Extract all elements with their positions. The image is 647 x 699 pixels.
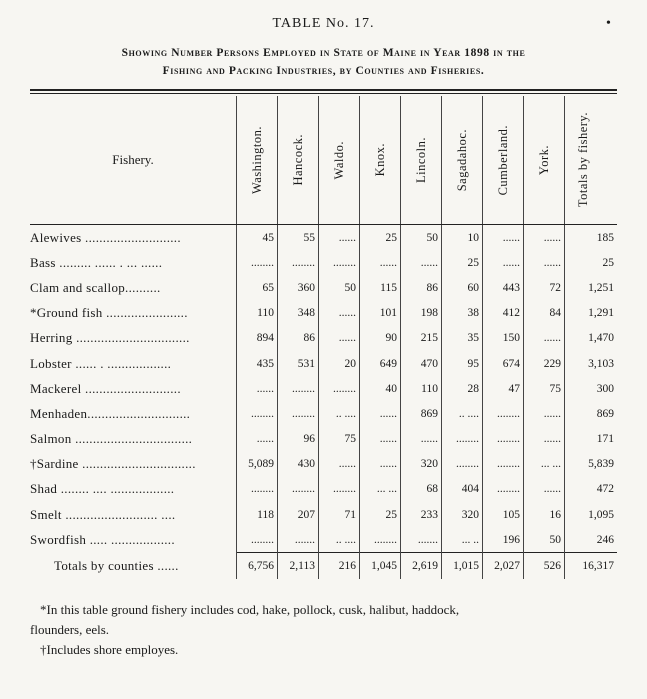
count-cell: 105 [483, 502, 524, 527]
count-cell: 16 [524, 502, 565, 527]
column-header-knox [360, 96, 401, 225]
count-cell: 674 [483, 351, 524, 376]
total-cell: 1,251 [565, 275, 618, 300]
count-cell: 50 [524, 527, 565, 553]
count-cell: ........ [319, 250, 360, 275]
count-cell: 86 [401, 275, 442, 300]
total-cell: 3,103 [565, 351, 618, 376]
count-cell: ........ [278, 250, 319, 275]
count-cell: 894 [237, 326, 278, 351]
table-title: TABLE No. 17. [272, 16, 375, 31]
count-cell: .. .... [442, 401, 483, 426]
count-cell: ...... [524, 427, 565, 452]
count-cell: ...... [401, 427, 442, 452]
count-cell: 101 [360, 301, 401, 326]
column-header-totals [565, 96, 618, 225]
count-cell: ........ [278, 376, 319, 401]
count-cell: ...... [524, 401, 565, 426]
count-cell: 110 [237, 301, 278, 326]
count-cell: 25 [360, 225, 401, 251]
count-cell: ...... [483, 225, 524, 251]
subtitle-line-2: Fishing and Packing Industries, by Counties and Fisheries. [162, 65, 485, 77]
footnote-sardine: †Includes shore employes. [40, 642, 179, 657]
column-header-washington [237, 96, 278, 225]
total-cell: 869 [565, 401, 618, 426]
count-cell: ....... [401, 527, 442, 553]
table-row [30, 250, 617, 275]
fishery-name: Shad ........ .... .................. [30, 481, 175, 497]
count-cell: ........ [319, 376, 360, 401]
count-cell: 320 [442, 502, 483, 527]
table-row [30, 527, 617, 553]
count-cell: ........ [483, 427, 524, 452]
table-body [30, 225, 617, 580]
table-row [30, 477, 617, 502]
count-cell: 40 [360, 376, 401, 401]
county-label: Sagadahoc. [454, 128, 469, 192]
count-cell: ........ [237, 477, 278, 502]
totals-label: Totals by counties ...... [54, 558, 179, 574]
count-cell: ........ [237, 527, 278, 553]
count-cell: 5,089 [237, 452, 278, 477]
county-label: Hancock. [290, 134, 305, 186]
count-cell: 215 [401, 326, 442, 351]
fishery-name: Mackerel ........................... [30, 380, 181, 396]
count-cell: 348 [278, 301, 319, 326]
fishery-name: Herring ................................ [30, 330, 190, 346]
count-cell: 2,113 [278, 553, 319, 580]
count-cell: 95 [442, 351, 483, 376]
count-cell: 65 [237, 275, 278, 300]
count-cell: ...... [319, 225, 360, 251]
count-cell: 25 [360, 502, 401, 527]
subtitle-line-1: Showing Number Persons Employed in State of Maine in Year 1898 in the [121, 47, 526, 59]
count-cell: 404 [442, 477, 483, 502]
count-cell: 35 [442, 326, 483, 351]
total-cell: 1,291 [565, 301, 618, 326]
count-cell: ........ [278, 477, 319, 502]
total-cell: 1,470 [565, 326, 618, 351]
fishery-name: Menhaden............................. [30, 405, 191, 421]
footnotes [30, 600, 630, 660]
count-cell: 50 [401, 225, 442, 251]
count-cell: ........ [237, 250, 278, 275]
table-row [30, 452, 617, 477]
fishery-name: Smelt .......................... .... [30, 506, 176, 522]
count-cell: 84 [524, 301, 565, 326]
column-header-york [524, 96, 565, 225]
bullet-mark: • [606, 16, 611, 31]
count-cell: 55 [278, 225, 319, 251]
count-cell: 2,619 [401, 553, 442, 580]
count-cell: ........ [360, 527, 401, 553]
total-cell: 171 [565, 427, 618, 452]
fishery-name: Lobster ...... . .................. [30, 355, 172, 371]
count-cell: ...... [524, 225, 565, 251]
count-cell: 75 [319, 427, 360, 452]
count-cell: 207 [278, 502, 319, 527]
county-label: Knox. [372, 143, 387, 177]
count-cell: 531 [278, 351, 319, 376]
count-cell: 2,027 [483, 553, 524, 580]
count-cell: ........ [442, 452, 483, 477]
county-label: Waldo. [331, 140, 346, 180]
count-cell: 869 [401, 401, 442, 426]
count-cell: ........ [442, 427, 483, 452]
column-header-waldo [319, 96, 360, 225]
count-cell: 10 [442, 225, 483, 251]
count-cell: 38 [442, 301, 483, 326]
count-cell: .. .... [319, 401, 360, 426]
count-cell: 68 [401, 477, 442, 502]
count-cell: 1,015 [442, 553, 483, 580]
count-cell: 90 [360, 326, 401, 351]
count-cell: ...... [237, 427, 278, 452]
count-cell: ...... [360, 250, 401, 275]
fishery-name: Salmon ................................. [30, 431, 193, 447]
total-cell: 16,317 [565, 553, 618, 580]
table-row [30, 502, 617, 527]
count-cell: ...... [319, 452, 360, 477]
count-cell: 110 [401, 376, 442, 401]
total-cell: 300 [565, 376, 618, 401]
fishery-name: Clam and scallop.......... [30, 279, 161, 295]
top-rule [30, 89, 617, 91]
count-cell: 526 [524, 553, 565, 580]
count-cell: 150 [483, 326, 524, 351]
count-cell: ........ [278, 401, 319, 426]
count-cell: ... .. [442, 527, 483, 553]
count-cell: ...... [237, 376, 278, 401]
table-row [30, 326, 617, 351]
count-cell: ........ [483, 452, 524, 477]
count-cell: ....... [278, 527, 319, 553]
count-cell: ...... [360, 452, 401, 477]
count-cell: ........ [483, 477, 524, 502]
footnote-ground-fish: *In this table ground fishery includes cod, hake, pollock, cusk, halibut, haddock, [40, 602, 460, 617]
count-cell: 360 [278, 275, 319, 300]
total-cell: 25 [565, 250, 618, 275]
count-cell: 198 [401, 301, 442, 326]
fishery-name: Bass ......... ...... . ... ...... [30, 254, 163, 270]
table-row [30, 401, 617, 426]
count-cell: 47 [483, 376, 524, 401]
column-header-sagadahoc [442, 96, 483, 225]
count-cell: 25 [442, 250, 483, 275]
fishery-column-header: Fishery. [30, 96, 237, 225]
count-cell: ...... [360, 401, 401, 426]
count-cell: 216 [319, 553, 360, 580]
column-header-hancock [278, 96, 319, 225]
footnote-ground-fish-cont: flounders, eels. [30, 622, 110, 637]
count-cell: ...... [483, 250, 524, 275]
count-cell: 20 [319, 351, 360, 376]
column-header-lincoln [401, 96, 442, 225]
fishery-name: †Sardine ................................ [30, 456, 196, 472]
count-cell: 71 [319, 502, 360, 527]
total-cell: 1,095 [565, 502, 618, 527]
count-cell: 435 [237, 351, 278, 376]
totals-label: Totals by fishery. [576, 112, 590, 208]
count-cell: 430 [278, 452, 319, 477]
count-cell: ........ [237, 401, 278, 426]
table-row [30, 301, 617, 326]
total-cell: 472 [565, 477, 618, 502]
employment-table [30, 96, 617, 579]
totals-row [30, 553, 617, 580]
fishery-name: Alewives ........................... [30, 229, 181, 245]
count-cell: 233 [401, 502, 442, 527]
table-row [30, 351, 617, 376]
count-cell: ........ [483, 401, 524, 426]
count-cell: .. .... [319, 527, 360, 553]
table-row [30, 376, 617, 401]
count-cell: ...... [401, 250, 442, 275]
table-row [30, 225, 617, 251]
count-cell: ...... [319, 326, 360, 351]
count-cell: 75 [524, 376, 565, 401]
total-cell: 185 [565, 225, 618, 251]
count-cell: ...... [524, 477, 565, 502]
count-cell: ...... [319, 301, 360, 326]
count-cell: 470 [401, 351, 442, 376]
fishery-name: *Ground fish ....................... [30, 305, 188, 321]
header-row [30, 96, 617, 225]
county-label: Cumberland. [495, 124, 510, 196]
table-row [30, 275, 617, 300]
count-cell: 45 [237, 225, 278, 251]
county-label: York. [536, 144, 551, 176]
fishery-name: Swordfish ..... .................. [30, 532, 175, 548]
count-cell: 72 [524, 275, 565, 300]
top-rule-thin [30, 93, 617, 94]
table-subtitle [20, 44, 627, 80]
count-cell: 443 [483, 275, 524, 300]
count-cell: 118 [237, 502, 278, 527]
count-cell: 6,756 [237, 553, 278, 580]
county-label: Lincoln. [413, 136, 428, 183]
count-cell: ........ [319, 477, 360, 502]
count-cell: 1,045 [360, 553, 401, 580]
count-cell: 96 [278, 427, 319, 452]
count-cell: 50 [319, 275, 360, 300]
count-cell: ...... [524, 250, 565, 275]
total-cell: 5,839 [565, 452, 618, 477]
column-header-cumberland [483, 96, 524, 225]
count-cell: 28 [442, 376, 483, 401]
count-cell: 412 [483, 301, 524, 326]
count-cell: 86 [278, 326, 319, 351]
count-cell: ... ... [524, 452, 565, 477]
count-cell: 320 [401, 452, 442, 477]
count-cell: 115 [360, 275, 401, 300]
count-cell: 60 [442, 275, 483, 300]
county-label: Washington. [249, 125, 264, 195]
table-row [30, 427, 617, 452]
count-cell: 229 [524, 351, 565, 376]
count-cell: ...... [524, 326, 565, 351]
count-cell: ... ... [360, 477, 401, 502]
total-cell: 246 [565, 527, 618, 553]
count-cell: 649 [360, 351, 401, 376]
count-cell: ...... [360, 427, 401, 452]
count-cell: 196 [483, 527, 524, 553]
